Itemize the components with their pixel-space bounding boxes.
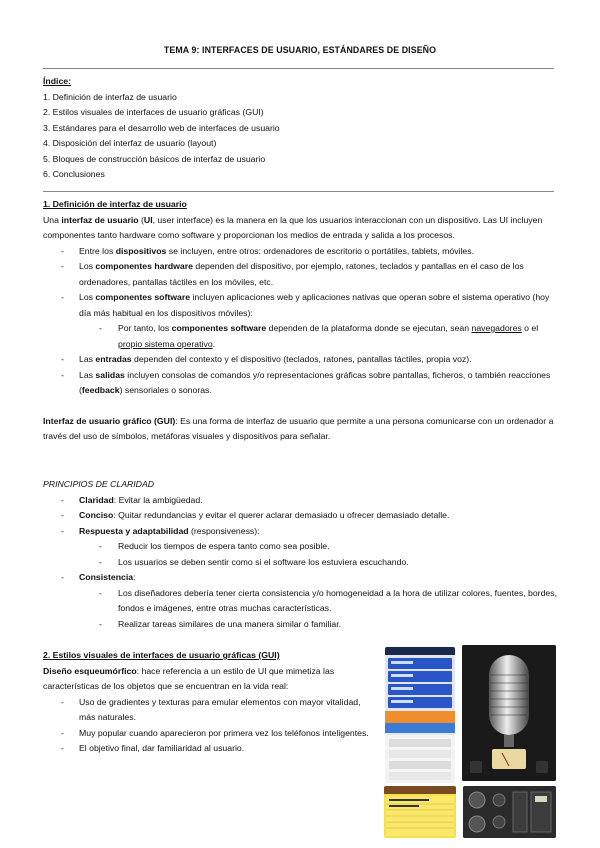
text-run: se incluyen, entre otros: ordenadores de escritorio o portátiles, tablets, móviles. xyxy=(166,245,474,256)
sub-list-item: - Los diseñadores debería tener cierta consistencia y/o homogeneidad a la hora de utilizar colores, fuentes, bordes, fondos e imágenes, entre otras muchas características. xyxy=(43,586,558,617)
text-run: incluyen consolas de comandos y/o representaciones gráficas sobre pantallas, ficheros, o también reacciones ( xyxy=(79,369,551,395)
text-run: Las xyxy=(79,369,96,380)
item-text: (responsiveness): xyxy=(188,525,260,536)
clarity-heading: PRINCIPIOS DE CLARIDAD xyxy=(43,479,155,489)
notes-app-image xyxy=(384,786,456,838)
sub-list-item: - Realizar tareas similares de una manera similar o familiar. xyxy=(43,617,558,633)
list-item xyxy=(43,368,558,399)
index-item: 4. Disposición del interfaz de usuario (layout) xyxy=(43,138,217,148)
list-item xyxy=(43,259,558,290)
list-item xyxy=(43,244,558,260)
microphone-app-image xyxy=(462,645,556,781)
text-run: feedback xyxy=(81,385,120,395)
item-text: : Evitar la ambigüedad. xyxy=(113,494,203,505)
text-run: ( xyxy=(138,214,144,225)
skeuomorphic-definition xyxy=(43,664,378,695)
microphone-illustration xyxy=(462,645,556,781)
text-run: salidas xyxy=(95,369,125,380)
index-section xyxy=(43,74,558,183)
text-run: componentes software xyxy=(171,323,267,333)
text-run: incluyen aplicaciones web y aplicaciones nativas que operan sobre el sistema operativo (hoy día más habitual en los dispositivos móviles): xyxy=(79,292,550,318)
clarity-section xyxy=(43,477,558,632)
list-item: - Muy popular cuando aparecieron por primera vez los teléfonos inteligentes. xyxy=(43,726,378,742)
section-1 xyxy=(43,197,558,445)
text-run: interfaz de usuario xyxy=(61,214,139,225)
index-item: 1. Definición de interfaz de usuario xyxy=(43,91,177,102)
text-run: componentes hardware xyxy=(95,261,193,271)
page-title: TEMA 9: INTERFACES DE USUARIO, ESTÁNDARES DE DISEÑO xyxy=(163,45,437,55)
calendar-app-illustration xyxy=(385,647,455,783)
list-item xyxy=(43,290,558,321)
text-run: , user interface) es la manera en la que los usuarios interaccionan con un dispositivo. Las UI incluyen componentes tanto hardware como software y proporcionan los medios de entrada y salida a los procesos. xyxy=(43,214,543,240)
text-run: Interfaz de usuario gráfico (GUI) xyxy=(43,415,176,426)
section-1-heading: 1. Definición de interfaz de usuario xyxy=(43,199,187,209)
list-item xyxy=(43,524,558,540)
text-run: : Es una forma de interfaz de usuario que permite a una persona comunicarse con un ordenador a través del uso de símbolos, metáforas visuales y dispositivos para señalar. xyxy=(43,415,554,441)
text-run: dependen del dispositivo, por ejemplo, ratones, teclados y pantallas en el caso de los ordenadores, pantallas táctiles en los móviles, etc. xyxy=(79,261,524,287)
item-label: Respuesta y adaptabilidad xyxy=(79,525,189,536)
item-text: : xyxy=(133,572,136,582)
text-run: dependen de la plataforma donde se ejecutan, sean xyxy=(266,323,472,333)
list-item xyxy=(43,570,558,586)
text-run: Los xyxy=(79,292,96,302)
sub-list-item xyxy=(43,321,558,352)
mixer-illustration xyxy=(463,786,556,838)
section-1-intro xyxy=(43,213,558,244)
list-item xyxy=(43,508,558,524)
item-text: : Quitar redundancias y evitar el querer aclarar demasiado u ofrecer demasiado detalle. xyxy=(113,510,450,520)
divider xyxy=(43,191,554,192)
text-run: . xyxy=(212,338,216,349)
text-run: ) sensoriales o sonoras. xyxy=(119,385,212,395)
text-run: Las xyxy=(79,354,96,364)
list-item xyxy=(43,493,558,509)
text-run: Los xyxy=(79,261,96,271)
section-2-heading: 2. Estilos visuales de interfaces de usuario gráficas (GUI) xyxy=(43,650,280,660)
text-run: propio sistema operativo xyxy=(118,338,213,349)
list-item xyxy=(43,352,558,368)
gui-definition xyxy=(43,414,558,445)
audio-mixer-app-image xyxy=(463,786,556,838)
index-item: 3. Estándares para el desarrollo web de interfaces de usuario xyxy=(43,122,280,133)
text-run: componentes software xyxy=(95,292,191,302)
index-item: 6. Conclusiones xyxy=(43,169,105,179)
list-item: - El objetivo final, dar familiaridad al usuario. xyxy=(43,741,378,757)
sub-list-item: - Los usuarios se deben sentir como si el software los estuviera escuchando. xyxy=(43,555,558,571)
text-run: o el xyxy=(521,323,539,333)
notepad-illustration xyxy=(384,786,456,838)
index-heading: Índice: xyxy=(43,76,71,86)
item-label: Consistencia xyxy=(79,572,134,582)
text-run: entradas xyxy=(95,354,132,364)
text-run: dispositivos xyxy=(115,245,167,256)
list-item: - Uso de gradientes y texturas para emular elementos con mayor vitalidad, más naturales. xyxy=(43,695,378,726)
sub-list-item: - Reducir los tiempos de espera tanto como sea posible. xyxy=(43,539,558,555)
definition-text: : hace referencia a un estilo de UI que mimetiza las características de los objetos que se encuentran en la vida real: xyxy=(43,665,335,691)
text-run: Por tanto, los xyxy=(118,323,172,333)
text-run: navegadores xyxy=(471,323,522,333)
term: Diseño esqueumórfico xyxy=(43,665,137,676)
text-run: UI xyxy=(143,214,153,225)
item-label: Conciso xyxy=(79,510,114,520)
item-label: Claridad xyxy=(79,494,114,505)
text-run: Una xyxy=(43,214,62,225)
index-item: 5. Bloques de construcción básicos de interfaz de usuario xyxy=(43,153,266,164)
skeuomorphic-app-image xyxy=(385,647,455,783)
divider xyxy=(43,68,554,69)
index-item: 2. Estilos visuales de interfaces de usuario gráficas (GUI) xyxy=(43,107,264,117)
text-run: Entre los xyxy=(79,245,116,256)
text-run: dependen del contexto y el dispositivo (teclados, ratones, pantallas táctiles, propia voz). xyxy=(131,354,472,364)
section-2 xyxy=(43,648,378,757)
